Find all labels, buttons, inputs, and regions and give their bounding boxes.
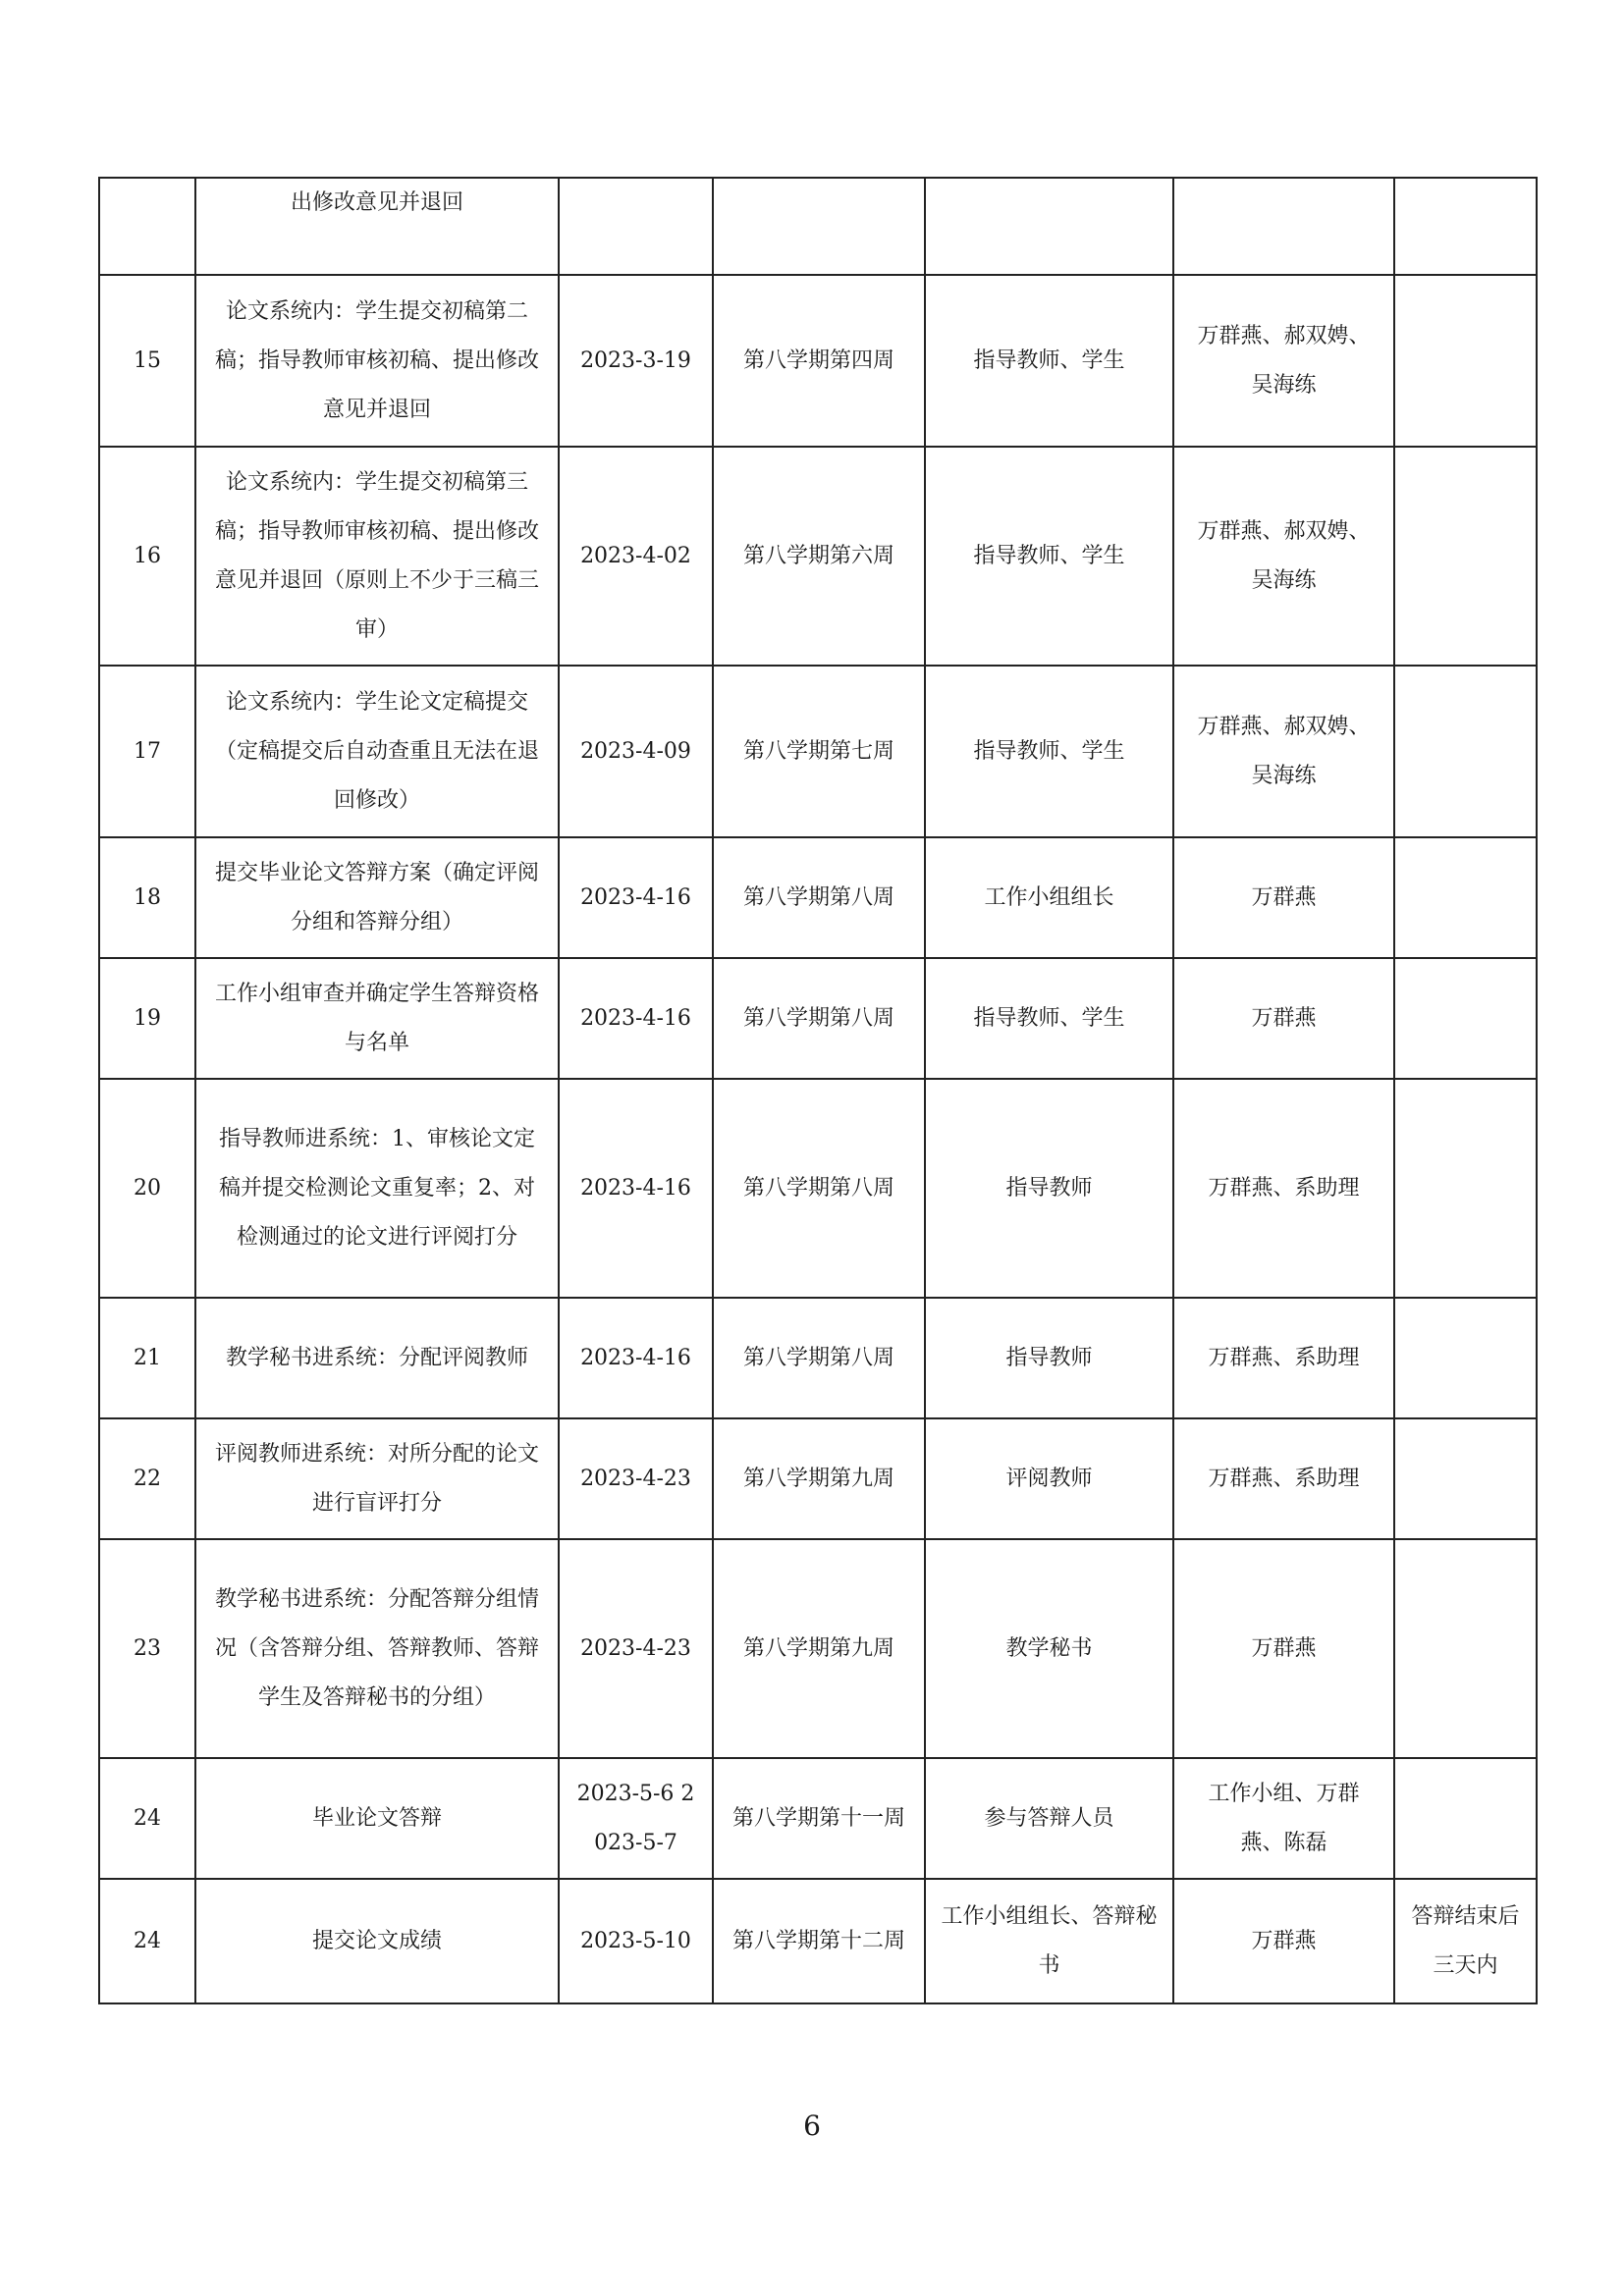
task-cell: 教学秘书进系统：分配评阅教师 [195,1298,559,1418]
week-cell: 第八学期第八周 [713,958,925,1079]
task-cell: 提交论文成绩 [195,1879,559,2003]
table-row [99,837,1537,958]
row-number-cell: 19 [99,958,195,1079]
task-cell: 毕业论文答辩 [195,1758,559,1879]
responsible-cell: 万群燕、郝双娉、吴海练 [1173,447,1394,666]
date-cell: 2023-4-23 [559,1418,713,1539]
date-cell: 2023-4-16 [559,837,713,958]
table-body [99,178,1537,2003]
responsible-cell: 万群燕 [1173,958,1394,1079]
date-cell: 2023-5-6 2023-5-7 [559,1758,713,1879]
responsible-cell: 万群燕 [1173,1539,1394,1758]
note-cell [1394,1079,1537,1298]
date-cell: 2023-4-16 [559,1079,713,1298]
week-cell: 第八学期第八周 [713,1298,925,1418]
note-cell: 答辩结束后三天内 [1394,1879,1537,2003]
week-cell: 第八学期第十一周 [713,1758,925,1879]
date-cell: 2023-4-09 [559,666,713,837]
table-row [99,275,1537,447]
table-row [99,1539,1537,1758]
date-cell: 2023-4-16 [559,958,713,1079]
note-cell [1394,275,1537,447]
table-row [99,1758,1537,1879]
note-cell [1394,666,1537,837]
row-number-cell: 15 [99,275,195,447]
responsible-cell: 万群燕、郝双娉、吴海练 [1173,275,1394,447]
table-row [99,1879,1537,2003]
participants-cell: 工作小组组长、答辩秘书 [925,1879,1173,2003]
participants-cell [925,178,1173,275]
date-cell: 2023-4-23 [559,1539,713,1758]
responsible-cell: 工作小组、万群燕、陈磊 [1173,1758,1394,1879]
participants-cell: 工作小组组长 [925,837,1173,958]
responsible-cell: 万群燕、系助理 [1173,1079,1394,1298]
note-cell [1394,1298,1537,1418]
table-row [99,1298,1537,1418]
row-number-cell: 24 [99,1758,195,1879]
participants-cell: 指导教师、学生 [925,447,1173,666]
date-cell [559,178,713,275]
note-cell [1394,178,1537,275]
note-cell [1394,1758,1537,1879]
row-number-cell: 20 [99,1079,195,1298]
task-cell: 提交毕业论文答辩方案（确定评阅分组和答辩分组） [195,837,559,958]
week-cell: 第八学期第八周 [713,1079,925,1298]
row-number-cell: 16 [99,447,195,666]
row-number-cell: 18 [99,837,195,958]
date-cell: 2023-5-10 [559,1879,713,2003]
schedule-table [98,177,1538,2004]
week-cell: 第八学期第四周 [713,275,925,447]
table-row [99,1079,1537,1298]
date-cell: 2023-3-19 [559,275,713,447]
task-cell: 指导教师进系统：1、审核论文定稿并提交检测论文重复率；2、对检测通过的论文进行评阅打分 [195,1079,559,1298]
page-number: 6 [803,2109,821,2142]
week-cell: 第八学期第七周 [713,666,925,837]
task-cell: 教学秘书进系统：分配答辩分组情况（含答辩分组、答辩教师、答辩学生及答辩秘书的分组） [195,1539,559,1758]
task-cell: 出修改意见并退回 [195,178,559,275]
participants-cell: 指导教师 [925,1079,1173,1298]
row-number-cell [99,178,195,275]
responsible-cell: 万群燕 [1173,837,1394,958]
participants-cell: 指导教师 [925,1298,1173,1418]
participants-cell: 指导教师、学生 [925,958,1173,1079]
participants-cell: 指导教师、学生 [925,666,1173,837]
task-cell: 论文系统内：学生提交初稿第二稿；指导教师审核初稿、提出修改意见并退回 [195,275,559,447]
week-cell: 第八学期第九周 [713,1539,925,1758]
participants-cell: 参与答辩人员 [925,1758,1173,1879]
participants-cell: 教学秘书 [925,1539,1173,1758]
row-number-cell: 22 [99,1418,195,1539]
table-row [99,178,1537,275]
task-cell: 评阅教师进系统：对所分配的论文进行盲评打分 [195,1418,559,1539]
note-cell [1394,958,1537,1079]
participants-cell: 评阅教师 [925,1418,1173,1539]
task-cell: 工作小组审查并确定学生答辩资格与名单 [195,958,559,1079]
week-cell: 第八学期第六周 [713,447,925,666]
task-cell: 论文系统内：学生论文定稿提交（定稿提交后自动查重且无法在退回修改） [195,666,559,837]
note-cell [1394,447,1537,666]
note-cell [1394,1539,1537,1758]
date-cell: 2023-4-02 [559,447,713,666]
row-number-cell: 24 [99,1879,195,2003]
responsible-cell: 万群燕、系助理 [1173,1418,1394,1539]
table-row [99,958,1537,1079]
note-cell [1394,1418,1537,1539]
row-number-cell: 23 [99,1539,195,1758]
week-cell: 第八学期第十二周 [713,1879,925,2003]
responsible-cell: 万群燕、系助理 [1173,1298,1394,1418]
week-cell: 第八学期第九周 [713,1418,925,1539]
participants-cell: 指导教师、学生 [925,275,1173,447]
task-cell: 论文系统内：学生提交初稿第三稿；指导教师审核初稿、提出修改意见并退回（原则上不少于三稿三审） [195,447,559,666]
table-row [99,666,1537,837]
responsible-cell: 万群燕、郝双娉、吴海练 [1173,666,1394,837]
table-row [99,1418,1537,1539]
table-row [99,447,1537,666]
date-cell: 2023-4-16 [559,1298,713,1418]
responsible-cell: 万群燕 [1173,1879,1394,2003]
week-cell [713,178,925,275]
responsible-cell [1173,178,1394,275]
note-cell [1394,837,1537,958]
row-number-cell: 17 [99,666,195,837]
row-number-cell: 21 [99,1298,195,1418]
week-cell: 第八学期第八周 [713,837,925,958]
